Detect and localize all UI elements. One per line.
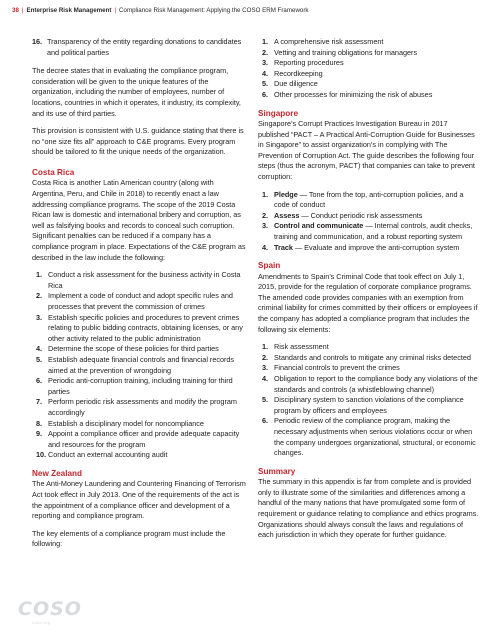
section-heading-new-zealand: New Zealand	[32, 468, 83, 478]
section-heading-spain: Spain	[258, 261, 281, 271]
list-item: 6. Periodic anti-corruption training, including training for third parties	[36, 376, 233, 396]
paragraph: The summary in this appendix is far from complete and is provided only to illustrate some of the similarities and differences among a handful of the many nations that have promulgated some form of requirement or guidance relating to compliance and ethics programs. Organizations should always consult the laws and regulations of each jurisdiction in which they operate for further guidance.	[258, 477, 479, 540]
list-item: 3. Control and communicate — Internal controls, audit checks, training and communication, and a robust reporting system	[262, 221, 473, 241]
list-item: 4. Track — Evaluate and improve the anti-corruption system	[262, 242, 460, 252]
list-item: 2. Assess — Conduct periodic risk assessments	[262, 210, 423, 220]
list-item: 3. Financial controls to prevent the crimes	[262, 363, 400, 373]
coso-logo	[18, 598, 98, 634]
mexico-list-continued	[32, 37, 246, 58]
paragraph: Amendments to Spain’s Criminal Code that took effect on July 1, 2015, provide for the regulation of corporate compliance programs. The amended code provides companies with an exemption from criminal liability for crimes committed by their officers or employees if the company has adopted a compliance program that includes the following six elements:	[258, 271, 478, 334]
list-item: 5. Establish adequate financial controls and financial records aimed at the prevention of wrongdoing	[36, 354, 235, 375]
paragraph: The decree states that in evaluating the compliance program, consideration will be given to the unique features of the organization, including the number of employees, number of locations, countries in which it operates, it industry, its complexity, and its use of third parties.	[32, 66, 241, 118]
paragraph: This provision is consistent with U.S. guidance stating that there is no “one size fits all” approach to C&E programs. Every program should be tailored to fit the unique needs of the organization.	[32, 126, 244, 157]
list-item: 9. Appoint a compliance officer and provide adequate capacity and resources for the program	[36, 429, 240, 449]
list-item: 7. Perform periodic risk assessments and modify the program accordingly	[36, 397, 237, 417]
list-item: 10. Conduct an external accounting audit	[36, 450, 168, 460]
list-item: 2. Implement a code of conduct and adopt specific rules and processes that prevent the commission of crimes	[36, 291, 233, 311]
list-item: 3. Establish specific policies and procedures to prevent crimes relating to public bidding contracts, obtaining licenses, or any other activity related to the public administration	[36, 312, 243, 343]
list-item: 6. Other processes for minimizing the risk of abuses	[262, 89, 433, 99]
header-separator: |	[114, 7, 117, 14]
list-item: 5. Due diligence	[262, 79, 318, 89]
list-item: 2. Vetting and training obligations for managers	[262, 47, 418, 57]
paragraph: Costa Rica is another Latin American country (along with Argentina, Peru, and Chile in 2018) to recently enact a law addressing compliance programs. The scope of the 2019 Costa Rican law is domestic and international bribery and corruption, as well as falsifying books and records to conceal such corruption. Significant penalties can be reduced if a company has a compliance program in place. Expectations of the C&E program as described in the law include the following:	[32, 178, 246, 262]
list-item: 4. Determine the scope of these policies for third parties	[36, 344, 219, 354]
list-item: 1. Pledge — Tone from the top, anti-corruption policies, and a code of conduct	[262, 189, 464, 210]
left-column	[32, 37, 246, 557]
list-item: 4. Recordkeeping	[262, 68, 323, 78]
logo-tagline: coso.org	[32, 620, 51, 625]
list-item: 6. Periodic review of the compliance program, making the necessary adjustments when serious violations occur or when the company undergoes organizational, structural, or economic changes.	[262, 416, 476, 458]
paragraph: The key elements of a compliance program must include the following:	[32, 528, 226, 549]
logo-wordmark: COSO	[18, 598, 82, 620]
singapore-list	[262, 190, 480, 254]
new-zealand-list	[262, 37, 480, 101]
list-item: 1. Conduct a risk assessment for the business activity in Costa Rica	[36, 270, 241, 290]
list-item: 16. Transparency of the entity regarding donations to candidates and political parties	[32, 37, 242, 57]
page-number: 38	[12, 7, 19, 14]
paragraph: Singapore’s Corrupt Practices Investigation Bureau in 2017 published “PACT – A Practical Anti-Corruption Guide for Businesses in Singapore” to assist organization’s in complying with The Prevention of Corruption Act. The guide describes the following four steps (thus the acronym, PACT) that companies can take to prevent corruption:	[258, 119, 475, 182]
list-item: 1. A comprehensive risk assessment	[262, 37, 384, 46]
list-item: 2. Standards and controls to mitigate any criminal risks detected	[262, 352, 471, 362]
header-separator: |	[21, 7, 24, 14]
spain-list	[262, 342, 480, 459]
header-section: Enterprise Risk Management	[26, 7, 112, 14]
section-heading-costa-rica: Costa Rica	[32, 167, 75, 177]
page-header	[12, 6, 482, 16]
list-item: 8. Establish a disciplinary model for noncompliance	[36, 418, 204, 428]
list-item: 4. Obligation to report to the compliance body any violations of the standards and controls (a whistleblowing channel)	[262, 374, 478, 394]
costa-rica-list	[36, 270, 246, 461]
section-heading-summary: Summary	[258, 466, 296, 476]
list-item: 1. Risk assessment	[262, 342, 329, 352]
paragraph: The Anti-Money Laundering and Countering Financing of Terrorism Act took effect in July 2013. One of the requirements of the act is the appointment of a compliance officer and development of a reporting and compliance program.	[32, 479, 246, 521]
section-heading-singapore: Singapore	[258, 108, 299, 118]
right-column	[258, 37, 480, 548]
list-item: 3. Reporting procedures	[262, 58, 344, 68]
list-item: 5. Disciplinary system to sanction violations of the compliance program by officers and employees	[262, 395, 464, 415]
header-title: Compliance Risk Management: Applying the COSO ERM Framework	[119, 7, 309, 14]
